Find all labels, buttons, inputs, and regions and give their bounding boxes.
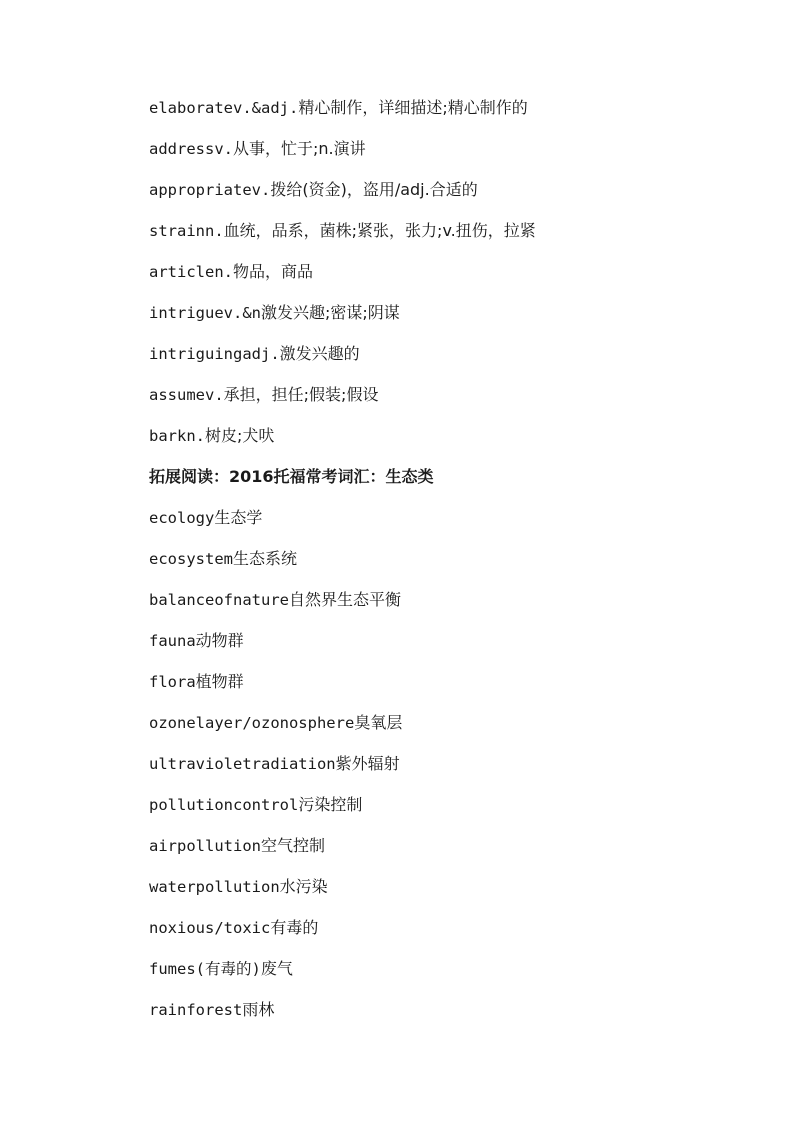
vocab-entry [149,997,769,1038]
vocab-meaning: 精心制作，详细描述;精心制作的 [298,98,528,117]
vocab-meaning: 植物群 [195,672,244,691]
vocab-entry [149,628,769,669]
vocab-term: intriguingadj. [149,345,280,363]
vocab-term: elaboratev.&adj. [149,99,299,117]
vocab-entry [149,95,769,136]
vocab-entry [149,136,769,177]
vocab-meaning: 树皮;犬吠 [205,426,275,445]
vocab-meaning: 拨给(资金)，盗用/adj.合适的 [270,180,478,199]
vocab-term: articlen. [149,263,233,281]
vocab-entry [149,751,769,792]
vocab-term: ecology [149,509,215,527]
vocab-meaning: 从事，忙于;n.演讲 [233,139,366,158]
vocab-term: ozonelayer/ozonosphere [149,714,355,732]
vocab-meaning: 物品，商品 [233,262,314,281]
vocab-entry [149,587,769,628]
vocab-meaning: 生态学 [214,508,263,527]
vocab-meaning: 承担，担任;假装;假设 [223,385,379,404]
vocab-term: ultravioletradiation [149,755,336,773]
vocab-entry [149,669,769,710]
vocab-meaning: 污染控制 [298,795,363,814]
vocab-term: pollutioncontrol [149,796,299,814]
vocab-term: intriguev.&n [149,304,261,322]
vocab-entry [149,505,769,546]
vocab-term: waterpollution [149,878,280,896]
vocab-entry [149,546,769,587]
vocab-entry [149,792,769,833]
vocab-term: rainforest [149,1001,243,1019]
vocab-meaning: 废气 [260,959,293,978]
vocab-term: appropriatev. [149,181,271,199]
vocab-term: strainn. [149,222,224,240]
vocab-term: fumes(有毒的) [149,960,261,978]
vocab-entry [149,956,769,997]
vocab-entry [149,710,769,751]
section-heading: 拓展阅读：2016托福常考词汇：生态类 [149,467,434,486]
vocab-entry [149,259,769,300]
vocab-entry [149,218,769,259]
vocab-meaning: 激发兴趣的 [279,344,360,363]
vocab-term: flora [149,673,196,691]
vocab-entry [149,833,769,874]
vocab-meaning: 水污染 [279,877,328,896]
vocab-term: balanceofnature [149,591,289,609]
vocab-meaning: 动物群 [195,631,244,650]
vocab-entry [149,382,769,423]
vocab-meaning: 激发兴趣;密谋;阴谋 [260,303,400,322]
vocab-meaning: 空气控制 [260,836,325,855]
vocab-meaning: 血统，品系，菌株;紧张，张力;v.扭伤，拉紧 [223,221,536,240]
vocab-meaning: 紫外辐射 [335,754,400,773]
vocab-term: addressv. [149,140,233,158]
vocabulary-list [149,95,769,1038]
vocab-entry [149,423,769,464]
vocab-term: assumev. [149,386,224,404]
vocab-term: fauna [149,632,196,650]
vocab-term: noxious/toxic [149,919,271,937]
vocab-meaning: 雨林 [242,1000,275,1019]
vocab-meaning: 有毒的 [270,918,319,937]
vocab-meaning: 臭氧层 [354,713,403,732]
vocab-meaning: 自然界生态平衡 [288,590,401,609]
vocab-entry [149,177,769,218]
vocab-meaning: 生态系统 [233,549,298,568]
vocab-entry [149,874,769,915]
vocab-term: ecosystem [149,550,233,568]
vocab-term: airpollution [149,837,261,855]
vocab-entry [149,915,769,956]
vocab-entry [149,341,769,382]
vocab-entry [149,300,769,341]
vocab-term: barkn. [149,427,205,445]
